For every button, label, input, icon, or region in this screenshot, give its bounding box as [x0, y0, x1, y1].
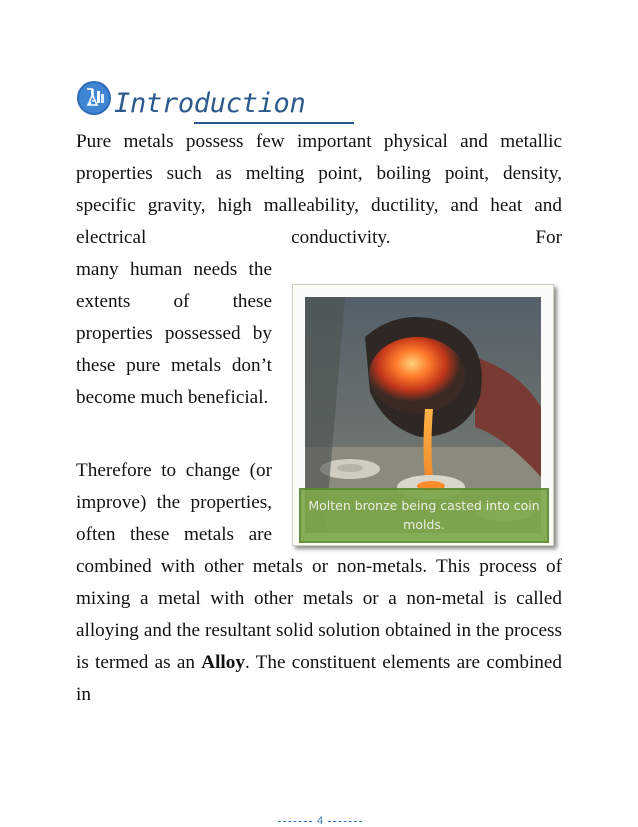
second-paragraph-full [76, 551, 562, 711]
page-number-text: 4 [316, 815, 324, 827]
second-paragraph-tail: . The constituent elements are combined in [76, 652, 563, 705]
intro-paragraph-top: Pure metals possess few important physical and metallic properties such as melting point, boiling point, density, specific gravity, high malleability, ductility, and heat and electrical conductivity. For [76, 131, 562, 248]
alloy-term: Alloy [201, 652, 245, 673]
intro-paragraph-narrow: many human needs the extents of these properties possessed by these pure metals don’t become much beneficial. [76, 259, 272, 408]
second-paragraph-narrow: Therefore to change (or improve) the properties, often these metals are [76, 460, 272, 545]
section-heading [76, 76, 376, 126]
title-underline [194, 122, 354, 124]
page-number-dash-right [328, 821, 362, 822]
lab-flask-icon [76, 80, 112, 116]
second-paragraph-text: combined with other metals or non-metals. This process of mixing a metal with other metals or a non-metal is called alloying and the resultant solid solution obtained in the process is termed as an [76, 556, 562, 673]
figure-caption: Molten bronze being casted into coin molds. [299, 488, 549, 543]
page-number [278, 815, 362, 827]
section-title: Introduction [114, 88, 306, 119]
page-number-dash-left [278, 821, 312, 822]
